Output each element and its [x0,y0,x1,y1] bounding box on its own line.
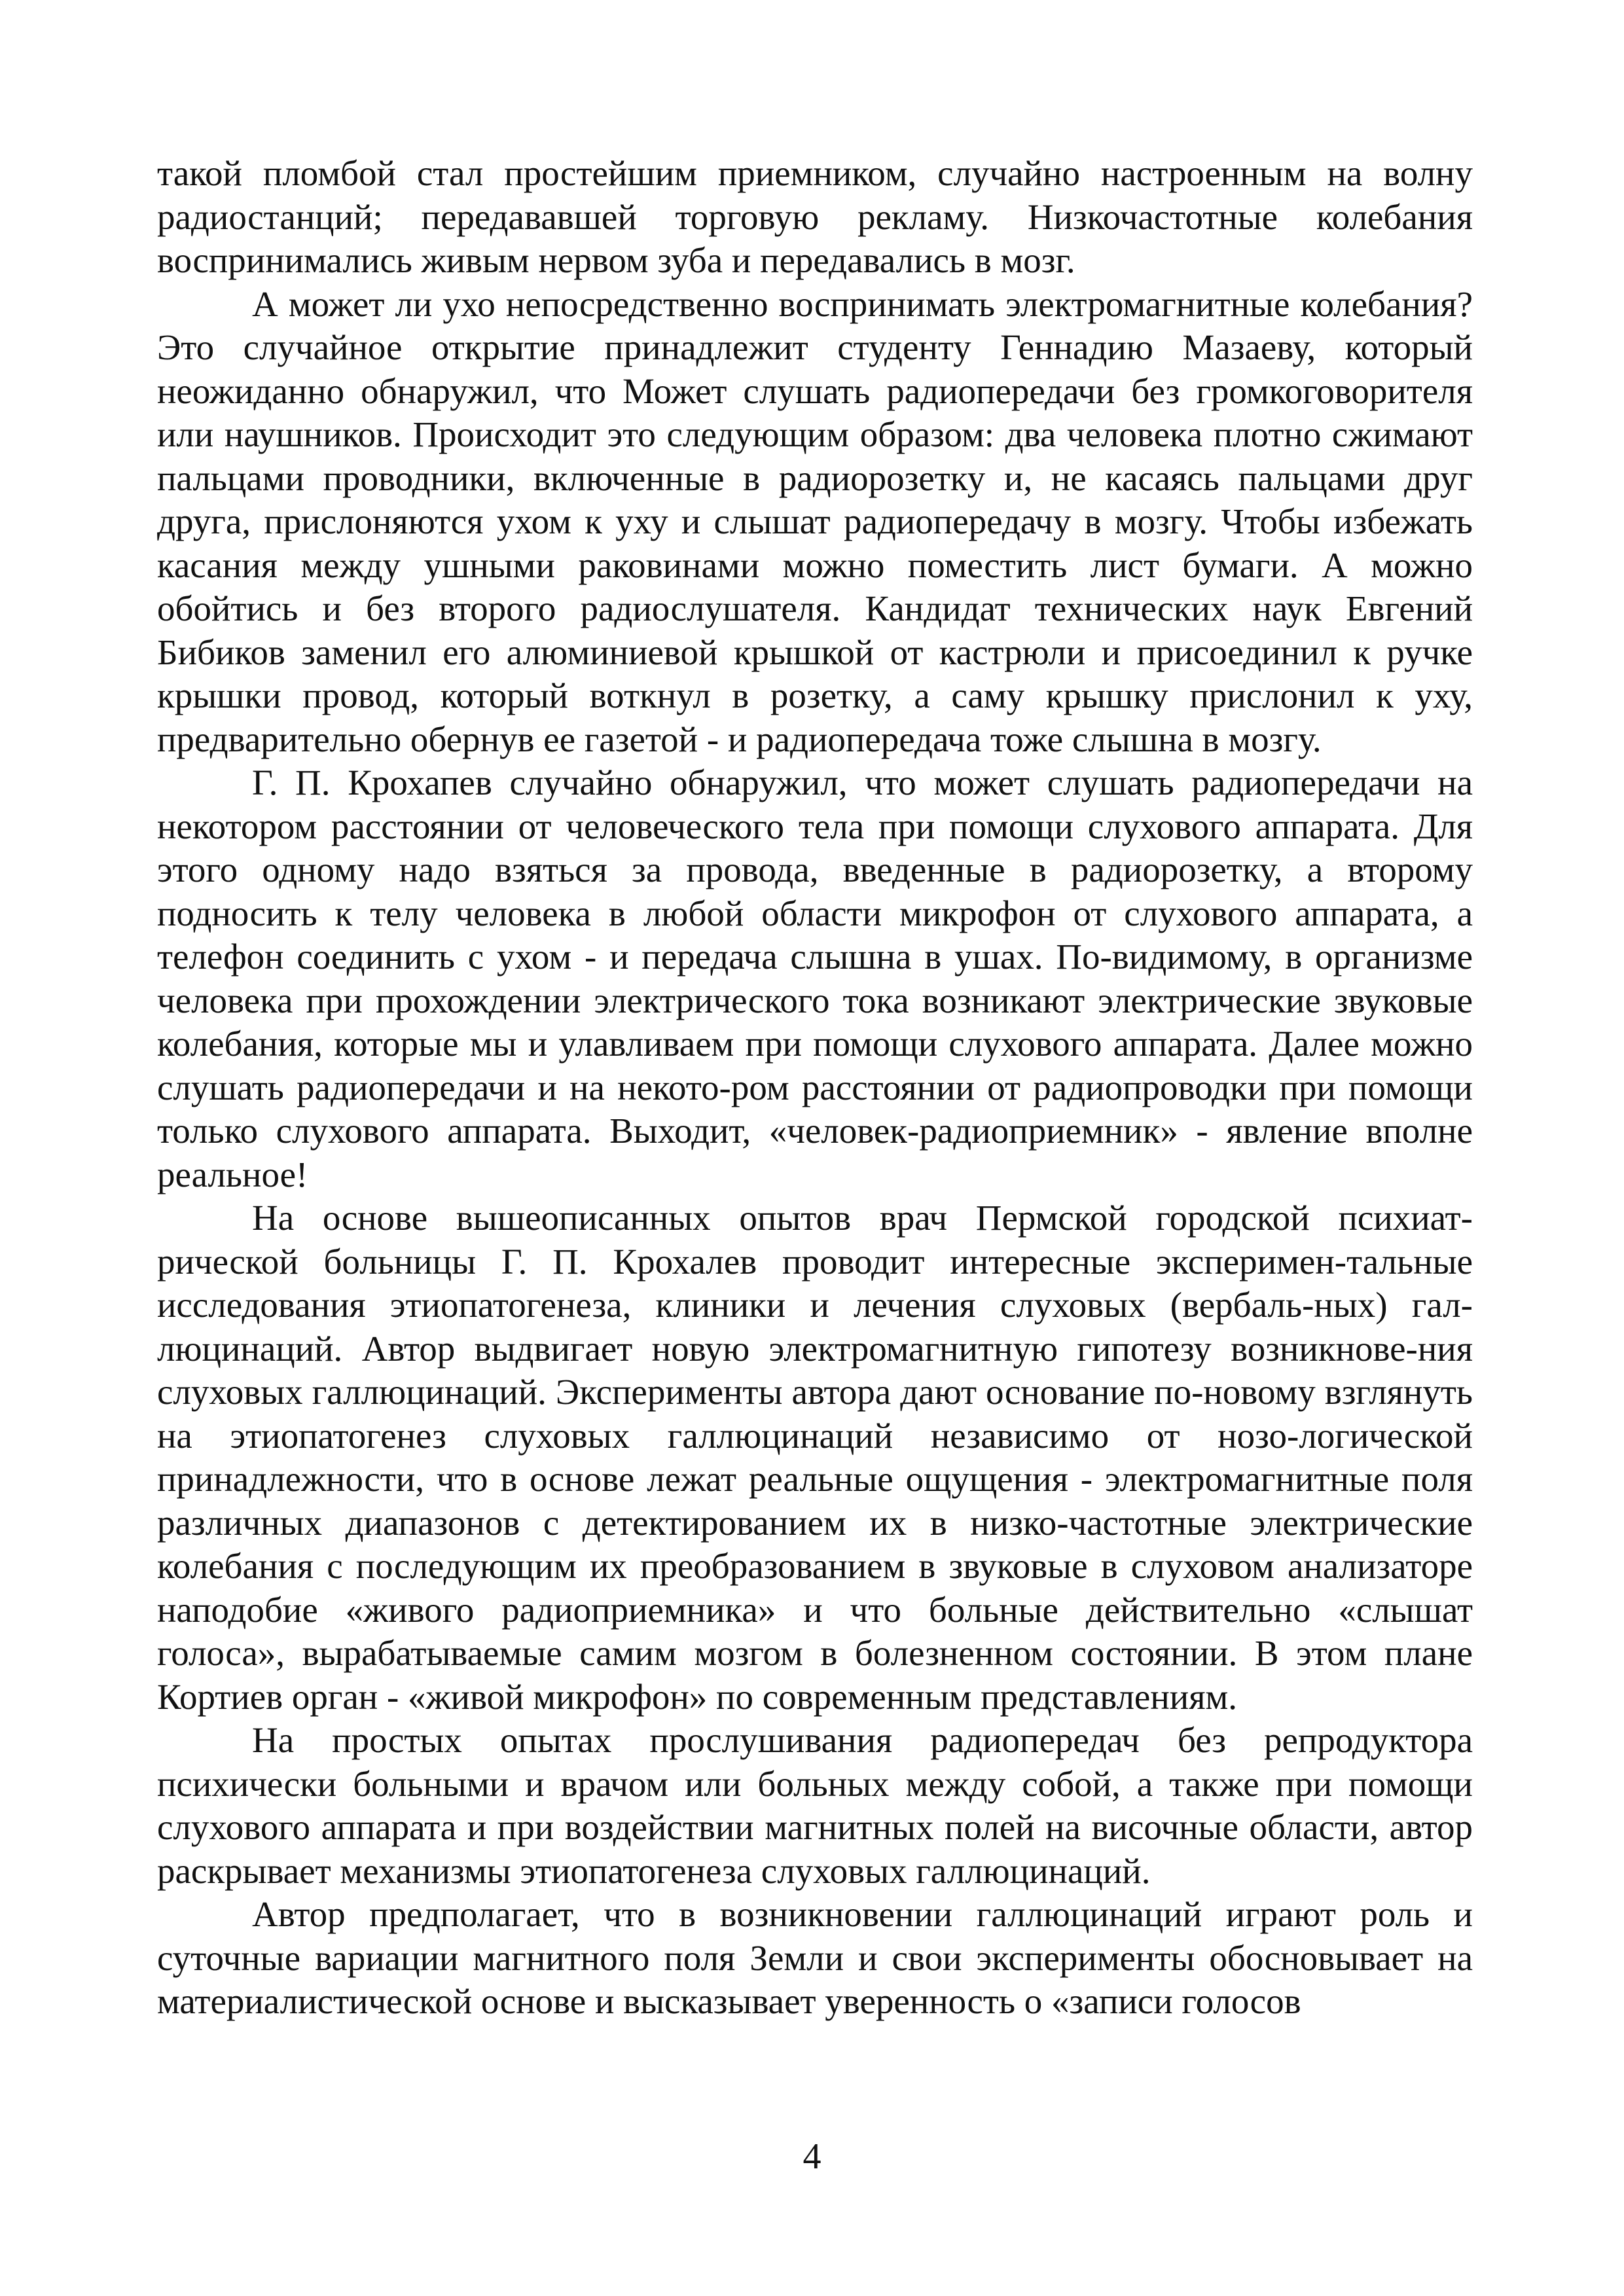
paragraph-continuation: такой пломбой стал простейшим приемником, случайно настроенным на волну радиостанций; передававшей торговую рекламу. Низкочастотные колебания воспринимались живым нервом зуба и передавались в мозг. [157,153,1473,280]
paragraph: Г. П. Крохапев случайно обнаружил, что может слушать радиопередачи на некотором расстоянии от человеческого тела при помощи слухового аппарата. Для этого одному надо взяться за провода, введенные в радиорозетку, а второму подносить к телу человека в любой области микрофон от слухового аппарата, а телефон соединить с ухом - и передача слышна в ушах. По-видимому, в организме человека при прохождении электрического тока возникают электрические звуковые колебания, которые мы и улавливаем при помощи слухового аппарата. Далее можно слушать радиопередачи и на некото-ром расстоянии от радиопроводки при помощи только слухового аппарата. Выходит, «человек-радиоприемник» - явление вполне реальное! [157,762,1473,1194]
paragraph: Автор предполагает, что в возникновении галлюцинаций играют роль и суточные вариации магнитного поля Земли и свои эксперименты обосновывает на материалистической основе и высказывает уверенность о «записи голосов [157,1894,1473,2021]
paragraph: На простых опытах прослушивания радиопередач без репродуктора психически больными и врачом или больных между собой, а также при помощи слухового аппарата и при воздействии магнитных полей на височные области, автор раскрывает механизмы этиопатогенеза слуховых галлюцинаций. [157,1720,1473,1891]
paragraph: На основе вышеописанных опытов врач Пермской городской психиат-рической больницы Г. П. Крохалев проводит интересные эксперимен-тальные исследования этиопатогенеза, клиники и лечения слуховых (вербаль-ных) гал-люцинаций. Автор выдвигает новую электромагнитную гипотезу возникнове-ния слуховых галлюцинаций. Эксперименты автора дают основание по-новому взглянуть на этиопатогенез слуховых галлюцинаций независимо от нозо-логической принадлежности, что в основе лежат реальные ощущения - электромагнитные поля различных диапазонов с детектированием их в низко-частотные электрические колебания с последующим их преобразованием в звуковые в слуховом анализаторе наподобие «живого радиоприемника» и что больные действительно «слышат голоса», вырабатываемые самим мозгом в болезненном состоянии. В этом плане Кортиев орган - «живой микрофон» по современным представлениям. [157,1198,1473,1717]
paragraph: А может ли ухо непосредственно воспринимать электромагнитные колебания? Это случайное открытие принадлежит студенту Геннадию Мазаеву, который неожиданно обнаружил, что Может слушать радиопередачи без громкоговорителя или наушников. Происходит это следующим образом: два человека плотно сжимают пальцами проводники, включенные в радиорозетку и, не касаясь пальцами друг друга, прислоняются ухом к уху и слышат радиопередачу в мозгу. Чтобы избежать касания между ушными раковинами можно поместить лист бумаги. А можно обойтись и без второго радиослушателя. Кандидат технических наук Евгений Бибиков заменил его алюминиевой крышкой от кастрюли и присоединил к ручке крышки провод, который воткнул в розетку, а саму крышку прислонил к уху, предварительно обернув ее газетой - и радиопередача тоже слышна в мозгу. [157,283,1473,759]
body-text [157,152,1473,2024]
page-number: 4 [803,2136,821,2177]
